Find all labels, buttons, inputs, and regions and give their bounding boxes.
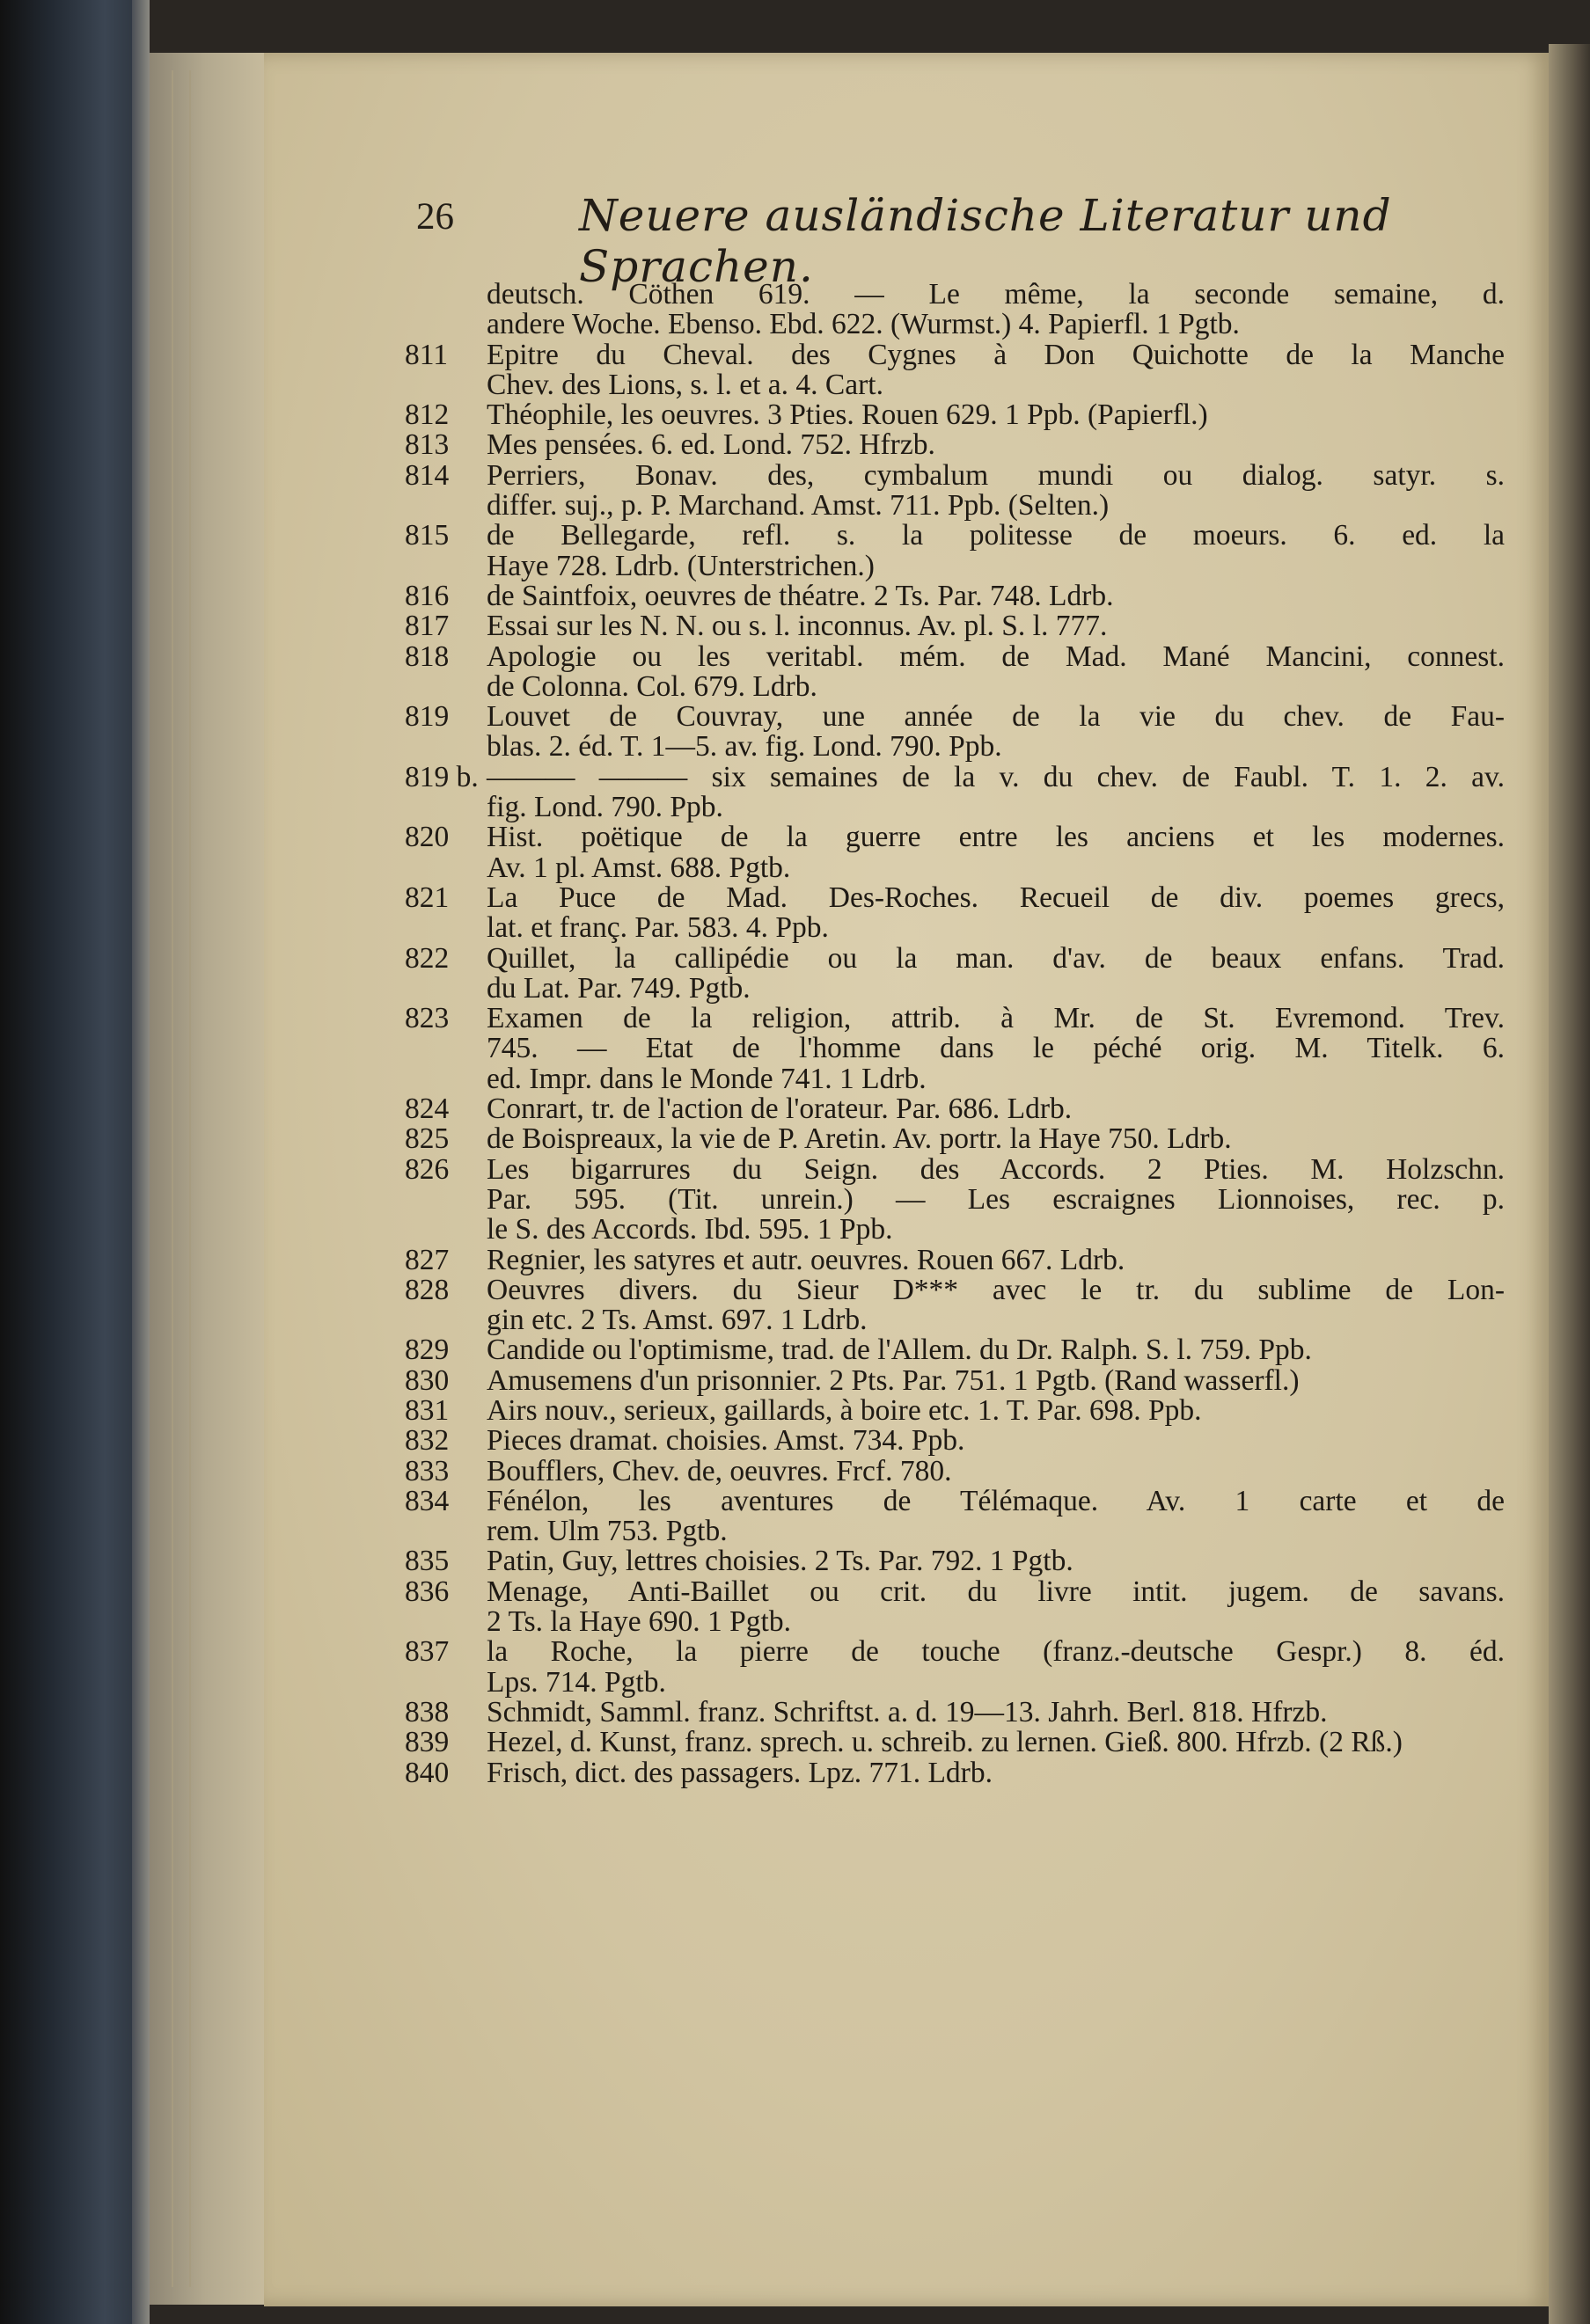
entry-line: fig. Lond. 790. Ppb. [487,791,723,824]
entry-line: la Roche, la pierre de touche (franz.-deutsche Gespr.) 8. éd. [487,1635,1505,1669]
entry-line: Quillet, la callipédie ou la man. d'av. de beaux enfans. Trad. [487,941,1505,975]
catalog-entries [405,280,1505,1788]
catalog-entry [405,521,1505,581]
catalog-entry [405,1454,1505,1487]
entry-line: Menage, Anti-Baillet ou crit. du livre intit. jugem. de savans. [487,1575,1505,1608]
entry-number: 813 [405,428,450,462]
entry-number: 835 [405,1545,450,1578]
entry-line: Regnier, les satyres et autr. oeuvres. Rouen 667. Ldrb. [487,1243,1125,1276]
entry-line: Hezel, d. Kunst, franz. sprech. u. schreib. zu lernen. Gieß. 800. Hfrzb. (2 Rß.) [487,1726,1403,1759]
entry-number: 826 [405,1152,450,1186]
entry-line: andere Woche. Ebenso. Ebd. 622. (Wurmst.) 4. Papierfl. 1 Pgtb. [487,308,1240,341]
entry-line: de Boispreaux, la vie de P. Aretin. Av. portr. la Haye 750. Ldrb. [487,1122,1232,1156]
entry-line: differ. suj., p. P. Marchand. Amst. 711. Ppb. (Selten.) [487,489,1110,523]
entry-number: 824 [405,1093,450,1126]
entry-number: 834 [405,1484,450,1517]
catalog-entry [405,1243,1505,1276]
entry-number: 820 [405,821,450,854]
entry-line: Les bigarrures du Seign. des Accords. 2 Pties. M. Holzschn. [487,1152,1505,1186]
entry-line: Candide ou l'optimisme, trad. de l'Allem. du Dr. Ralph. S. l. 759. Ppb. [487,1334,1312,1367]
entry-number: 825 [405,1122,450,1156]
entry-number: 821 [405,881,450,914]
catalog-entry [405,581,1505,611]
page-edge-shadow [1549,44,1590,2324]
entry-line: Conrart, tr. de l'action de l'orateur. Par. 686. Ldrb. [487,1093,1073,1126]
catalog-entry [405,458,1505,523]
entry-line: ——— ——— six semaines de la v. du chev. de Faubl. T. 1. 2. av. [487,760,1505,793]
catalog-entry [405,822,1505,883]
entry-number: 823 [405,1002,450,1035]
entry-line: Mes pensées. 6. ed. Lond. 752. Hfrzb. [487,428,935,462]
catalog-entry [405,400,1505,430]
entry-number: 818 [405,639,450,673]
catalog-entry [405,1728,1505,1758]
entry-number: 812 [405,398,450,432]
entry-number: 832 [405,1424,450,1458]
entry-line: Patin, Guy, lettres choisies. 2 Ts. Par. 792. 1 Pgtb. [487,1545,1073,1578]
catalog-entry [405,883,1505,944]
entry-line: Fénélon, les aventures de Télémaque. Av. 1 carte et de [487,1484,1505,1517]
catalog-entry [405,1335,1505,1365]
entry-line: Av. 1 pl. Amst. 688. Pgtb. [487,851,791,884]
catalog-entry [405,702,1505,763]
catalog-entry [405,1124,1505,1154]
gutter-line [172,70,173,2287]
binding-edge [132,0,150,2324]
running-title: Neuere ausländische Literatur und Sprachen. [579,190,1392,292]
catalog-entry [405,760,1505,824]
entry-number: 829 [405,1334,450,1367]
entry-line: Apologie ou les veritabl. mém. de Mad. Mané Mancini, connest. [487,639,1505,673]
entry-line: Schmidt, Samml. franz. Schriftst. a. d. 19—13. Jahrh. Berl. 818. Hfrzb. [487,1695,1328,1728]
entry-line: rem. Ulm 753. Pgtb. [487,1515,728,1548]
entry-number: 814 [405,458,450,492]
entry-line: Oeuvres divers. du Sieur D*** avec le tr. du sublime de Lon- [487,1273,1505,1306]
catalog-entry [405,639,1505,703]
catalog-entry [405,1546,1505,1576]
entry-line: Chev. des Lions, s. l. et a. 4. Cart. [487,368,883,401]
entry-number: 811 [405,338,449,371]
entry-number: 816 [405,579,450,612]
entry-line: 745. — Etat de l'homme dans le péché orig. M. Titelk. 6. [487,1032,1505,1065]
catalog-entry [405,1363,1505,1397]
catalog-entry [405,941,1505,1005]
catalog-entry [405,1484,1505,1548]
entry-number: 815 [405,519,450,552]
entry-line: le S. des Accords. Ibd. 595. 1 Ppb. [487,1213,893,1246]
catalog-entry [405,1275,1505,1336]
page-number: 26 [416,196,454,238]
catalog-entry [405,1426,1505,1456]
catalog-entry [405,1152,1505,1246]
entry-number: 837 [405,1635,450,1669]
catalog-entry [405,1577,1505,1638]
entry-line: 2 Ts. la Haye 690. 1 Pgtb. [487,1605,791,1639]
entry-line: Lps. 714. Pgtb. [487,1665,666,1699]
entry-line: Par. 595. (Tit. unrein.) — Les escraignes Lionnoises, rec. p. [487,1182,1505,1216]
entry-line: du Lat. Par. 749. Pgtb. [487,971,751,1005]
catalog-entry [405,280,1505,340]
entry-line: Essai sur les N. N. ou s. l. inconnus. Av. pl. S. l. 777. [487,610,1108,643]
entry-number: 828 [405,1273,450,1306]
entry-line: de Colonna. Col. 679. Ldrb. [487,669,817,703]
entry-line: Frisch, dict. des passagers. Lpz. 771. Ldrb. [487,1756,993,1789]
entry-number: 836 [405,1575,450,1608]
catalog-entry [405,1637,1505,1698]
entry-line: lat. et franç. Par. 583. 4. Ppb. [487,911,829,945]
entry-line: Hist. poëtique de la guerre entre les anciens et les modernes. [487,821,1505,854]
entry-line: Epitre du Cheval. des Cygnes à Don Quichotte de la Manche [487,338,1505,371]
entry-number: 830 [405,1363,450,1397]
entry-number: 831 [405,1393,450,1427]
catalog-entry [405,430,1505,460]
catalog-entry [405,1758,1505,1788]
book-binding [0,0,150,2324]
catalog-entry [405,1004,1505,1094]
entry-number: 819 [405,700,450,734]
entry-line: ed. Impr. dans le Monde 741. 1 Ldrb. [487,1062,927,1095]
catalog-entry [405,340,1505,401]
entry-number: 819 b. [405,760,479,793]
entry-line: de Bellegarde, refl. s. la politesse de moeurs. 6. ed. la [487,519,1505,552]
entry-line: deutsch. Cöthen 619. — Le même, la seconde semaine, d. [487,278,1505,311]
entry-line: de Saintfoix, oeuvres de théatre. 2 Ts. Par. 748. Ldrb. [487,579,1114,612]
entry-number: 833 [405,1454,450,1487]
entry-number: 827 [405,1243,450,1276]
entry-line: Perriers, Bonav. des, cymbalum mundi ou dialog. satyr. s. [487,458,1505,492]
entry-number: 839 [405,1726,450,1759]
catalog-entry [405,611,1505,641]
page-header [416,185,1516,292]
entry-line: Louvet de Couvray, une année de la vie du chev. de Fau- [487,700,1505,734]
catalog-entry [405,1393,1505,1427]
entry-number: 838 [405,1695,450,1728]
entry-number: 817 [405,610,450,643]
entry-line: Boufflers, Chev. de, oeuvres. Frcf. 780. [487,1454,952,1487]
entry-line: Théophile, les oeuvres. 3 Pties. Rouen 629. 1 Ppb. (Papierfl.) [487,398,1208,432]
entry-line: Amusemens d'un prisonnier. 2 Pts. Par. 751. 1 Pgtb. (Rand wasserfl.) [487,1363,1300,1397]
entry-line: Pieces dramat. choisies. Amst. 734. Ppb. [487,1424,965,1458]
entry-line: gin etc. 2 Ts. Amst. 697. 1 Ldrb. [487,1304,868,1337]
entry-line: blas. 2. éd. T. 1—5. av. fig. Lond. 790. Ppb. [487,730,1002,764]
catalog-entry [405,1094,1505,1124]
entry-line: Haye 728. Ldrb. (Unterstrichen.) [487,549,875,582]
entry-number: 822 [405,941,450,975]
entry-line: Examen de la religion, attrib. à Mr. de St. Evremond. Trev. [487,1002,1505,1035]
catalog-entry [405,1695,1505,1728]
entry-number: 840 [405,1756,450,1789]
entry-line: La Puce de Mad. Des-Roches. Recueil de div. poemes grecs, [487,881,1505,914]
gutter-line [189,70,191,2287]
entry-line: Airs nouv., serieux, gaillards, à boire etc. 1. T. Par. 698. Ppb. [487,1393,1202,1427]
